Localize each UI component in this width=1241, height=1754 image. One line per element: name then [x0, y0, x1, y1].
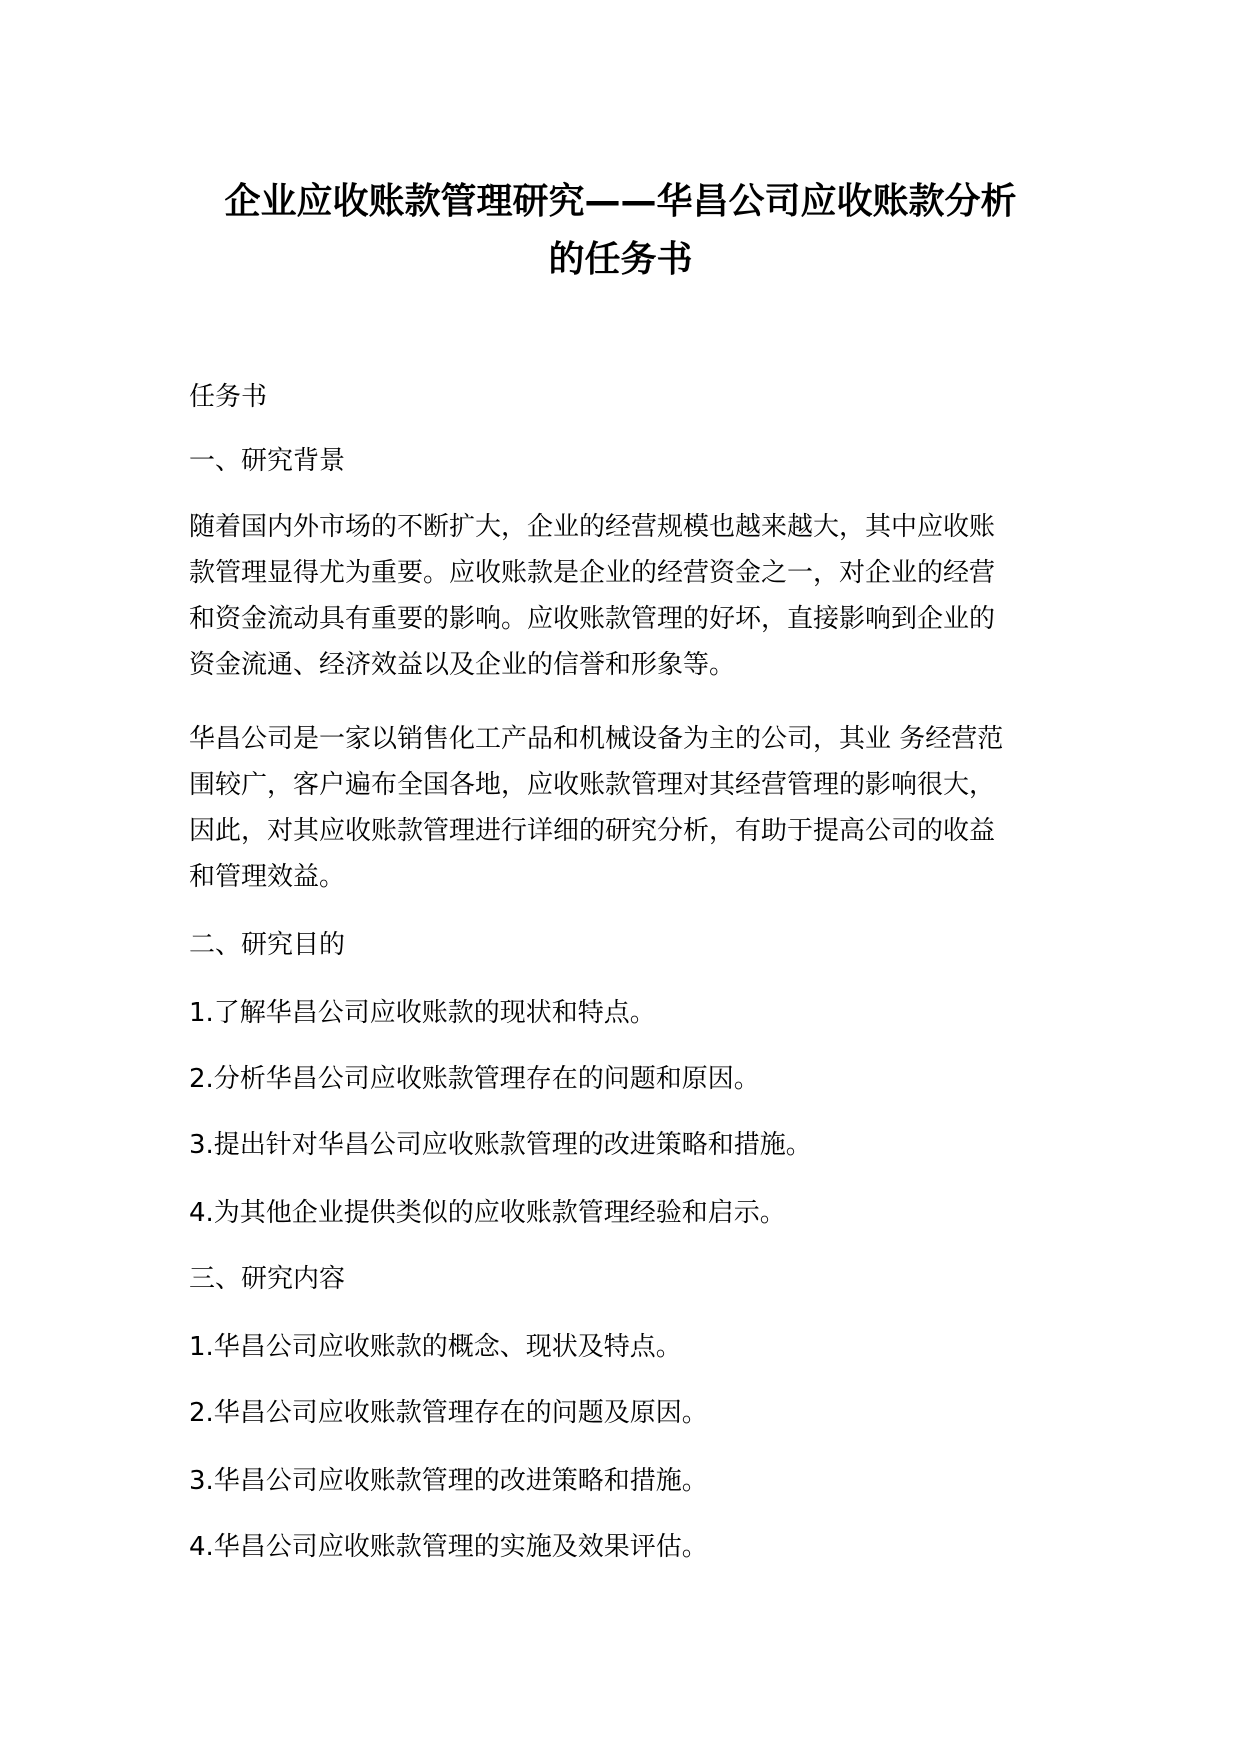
- content-item-3: 3.华昌公司应收账款管理的改进策略和措施。: [189, 1466, 708, 1496]
- content-item-1: 1.华昌公司应收账款的概念、现状及特点。: [189, 1332, 682, 1362]
- purpose-item-1: 1.了解华昌公司应收账款的现状和特点。: [189, 998, 656, 1028]
- background-para1-line-1: 随着国内外市场的不断扩大，企业的经营规模也越来越大，其中应收账: [189, 512, 996, 542]
- purpose-item-3: 3.提出针对华昌公司应收账款管理的改进策略和措施。: [189, 1130, 812, 1160]
- content-item-4: 4.华昌公司应收账款管理的实施及效果评估。: [189, 1532, 708, 1562]
- background-para1-line-3: 和资金流动具有重要的影响。应收账款管理的好坏，直接影响到企业的: [189, 604, 996, 634]
- background-para2-line-2: 围较广，客户遍布全国各地，应收账款管理对其经营管理的影响很大，: [189, 770, 996, 800]
- document-title-line-1: 企业应收账款管理研究——华昌公司应收账款分析: [224, 181, 1017, 222]
- background-para2-line-4: 和管理效益。: [189, 862, 346, 892]
- background-para2-line-3: 因此，对其应收账款管理进行详细的研究分析，有助于提高公司的收益: [189, 816, 996, 846]
- background-para1-line-4: 资金流通、经济效益以及企业的信誉和形象等。: [189, 650, 736, 680]
- section-heading-content: 三、研究内容: [189, 1264, 346, 1294]
- background-para2-line-1: 华昌公司是一家以销售化工产品和机械设备为主的公司，其业 务经营范: [189, 724, 1004, 754]
- document-title-line-2: 的任务书: [548, 239, 693, 280]
- document-label: 任务书: [189, 382, 268, 412]
- section-heading-purpose: 二、研究目的: [189, 930, 346, 960]
- content-item-2: 2.华昌公司应收账款管理存在的问题及原因。: [189, 1398, 708, 1428]
- background-para1-line-2: 款管理显得尤为重要。应收账款是企业的经营资金之一，对企业的经营: [189, 558, 996, 588]
- purpose-item-2: 2.分析华昌公司应收账款管理存在的问题和原因。: [189, 1064, 760, 1094]
- section-heading-background: 一、研究背景: [189, 446, 346, 476]
- purpose-item-4: 4.为其他企业提供类似的应收账款管理经验和启示。: [189, 1198, 786, 1228]
